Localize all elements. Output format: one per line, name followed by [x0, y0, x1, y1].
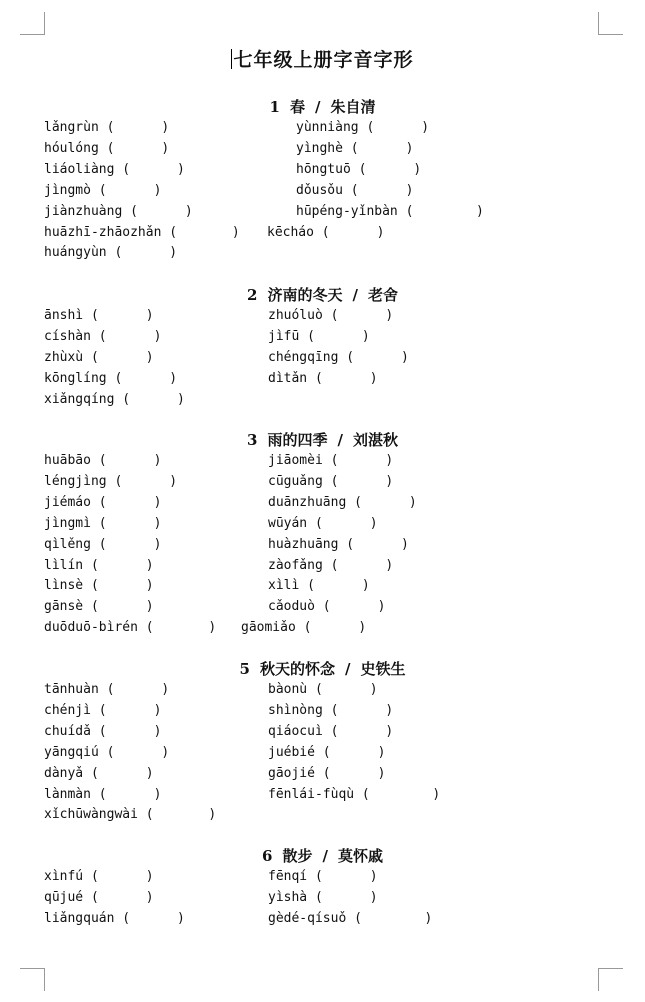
- pinyin-item[interactable]: hóulóng ( ): [44, 140, 170, 156]
- lesson-section: [0, 846, 645, 936]
- pinyin-item[interactable]: kēcháo ( ): [267, 224, 385, 240]
- lesson-name: 春: [289, 98, 305, 116]
- heading-separator: /: [314, 98, 321, 116]
- heading-separator: /: [352, 286, 358, 304]
- pinyin-item[interactable]: qiáocuì ( ): [268, 723, 394, 739]
- heading-separator: /: [322, 847, 328, 865]
- pinyin-item[interactable]: lǎngrùn ( ): [44, 120, 170, 135]
- pinyin-item[interactable]: chéngqīng ( ): [268, 349, 409, 365]
- pinyin-item[interactable]: tānhuàn ( ): [44, 682, 170, 697]
- lesson-section: [0, 430, 645, 645]
- pinyin-item[interactable]: bàonù ( ): [268, 682, 378, 697]
- lesson-author: 刘湛秋: [352, 431, 398, 449]
- pinyin-item[interactable]: lìlín ( ): [44, 557, 154, 573]
- lesson-section: [0, 285, 645, 417]
- pinyin-item[interactable]: jiémáo ( ): [44, 494, 162, 510]
- crop-mark-top-left: [20, 12, 45, 35]
- pinyin-item[interactable]: dìtǎn ( ): [268, 370, 378, 386]
- lesson-number: 6: [262, 847, 273, 865]
- lesson-author: 莫怀戚: [337, 847, 383, 865]
- pinyin-item[interactable]: kōnglíng ( ): [44, 370, 178, 386]
- heading-separator: /: [337, 431, 343, 449]
- crop-mark-top-right: [598, 12, 623, 35]
- lesson-name: 秋天的怀念: [259, 660, 335, 678]
- pinyin-item[interactable]: císhàn ( ): [44, 328, 162, 344]
- pinyin-item[interactable]: yāngqiú ( ): [44, 744, 170, 760]
- lesson-heading: [0, 430, 645, 450]
- pinyin-item[interactable]: liáoliàng ( ): [44, 161, 185, 177]
- pinyin-item[interactable]: yùnniàng ( ): [296, 120, 430, 135]
- pinyin-item[interactable]: xìlì ( ): [268, 578, 370, 594]
- lesson-number: 5: [239, 660, 250, 678]
- pinyin-item[interactable]: xiǎngqíng ( ): [44, 391, 185, 407]
- pinyin-item[interactable]: zhùxù ( ): [44, 349, 154, 365]
- lesson-author: 史铁生: [360, 660, 406, 678]
- crop-mark-bottom-right: [598, 968, 623, 991]
- pinyin-item[interactable]: qūjué ( ): [44, 889, 154, 905]
- pinyin-item[interactable]: xìnfú ( ): [44, 869, 154, 884]
- document-title-text: 七年级上册字音字形: [233, 49, 414, 71]
- pinyin-item[interactable]: gèdé-qísuǒ ( ): [268, 910, 433, 926]
- pinyin-item[interactable]: fēnlái-fùqù ( ): [268, 786, 441, 802]
- lesson-author: 老舍: [367, 286, 398, 304]
- pinyin-item[interactable]: gānsè ( ): [44, 599, 154, 615]
- pinyin-item[interactable]: dànyǎ ( ): [44, 765, 154, 781]
- lesson-number: 2: [247, 286, 258, 304]
- pinyin-item[interactable]: fēnqí ( ): [268, 869, 378, 884]
- crop-mark-bottom-left: [20, 968, 45, 991]
- lesson-name: 雨的四季: [267, 431, 328, 449]
- pinyin-item[interactable]: jìngmò ( ): [44, 182, 162, 198]
- lesson-number: 3: [247, 431, 258, 449]
- pinyin-item[interactable]: lìnsè ( ): [44, 578, 154, 594]
- lesson-heading: [0, 97, 645, 117]
- lesson-heading: [0, 659, 645, 679]
- pinyin-item[interactable]: cǎoduò ( ): [268, 599, 386, 615]
- pinyin-item[interactable]: huángyùn ( ): [44, 245, 178, 261]
- pinyin-item[interactable]: zhuóluò ( ): [268, 308, 394, 323]
- pinyin-item[interactable]: jìngmì ( ): [44, 515, 162, 531]
- pinyin-item[interactable]: yìshà ( ): [268, 889, 378, 905]
- pinyin-item[interactable]: huāzhī-zhāozhǎn ( ): [44, 224, 240, 240]
- pinyin-item[interactable]: qìlěng ( ): [44, 536, 162, 552]
- pinyin-item[interactable]: yìnghè ( ): [296, 140, 414, 156]
- pinyin-item[interactable]: shìnòng ( ): [268, 702, 394, 718]
- pinyin-item[interactable]: duōduō-bìrén ( ): [44, 620, 217, 636]
- pinyin-item[interactable]: chuídǎ ( ): [44, 723, 162, 739]
- lesson-name: 济南的冬天: [267, 286, 343, 304]
- pinyin-item[interactable]: duānzhuāng ( ): [268, 494, 417, 510]
- pinyin-item[interactable]: wūyán ( ): [268, 515, 378, 531]
- pinyin-item[interactable]: xǐchūwàngwài ( ): [44, 807, 217, 823]
- pinyin-item[interactable]: gāomiǎo ( ): [241, 620, 367, 636]
- pinyin-item[interactable]: zàofǎng ( ): [268, 557, 394, 573]
- pinyin-item[interactable]: juébié ( ): [268, 744, 386, 760]
- pinyin-item[interactable]: gāojié ( ): [268, 765, 386, 781]
- pinyin-item[interactable]: hōngtuō ( ): [296, 161, 422, 177]
- lesson-heading: [0, 285, 645, 305]
- pinyin-item[interactable]: liǎngquán ( ): [44, 910, 185, 926]
- heading-separator: /: [344, 660, 351, 678]
- pinyin-item[interactable]: huàzhuāng ( ): [268, 536, 409, 552]
- pinyin-item[interactable]: léngjìng ( ): [44, 473, 178, 489]
- pinyin-item[interactable]: cūguǎng ( ): [268, 473, 394, 489]
- lesson-number: 1: [269, 98, 280, 116]
- lesson-name: 散步: [282, 847, 313, 865]
- document-title[interactable]: [0, 45, 645, 72]
- pinyin-item[interactable]: hūpéng-yǐnbàn ( ): [296, 203, 484, 219]
- pinyin-item[interactable]: huābāo ( ): [44, 453, 162, 468]
- pinyin-item[interactable]: dǒusǒu ( ): [296, 182, 414, 198]
- lesson-section: [0, 659, 645, 832]
- pinyin-item[interactable]: chénjì ( ): [44, 702, 162, 718]
- pinyin-item[interactable]: jiāomèi ( ): [268, 453, 394, 468]
- pinyin-item[interactable]: jiànzhuàng ( ): [44, 203, 193, 219]
- lesson-author: 朱自清: [330, 98, 376, 116]
- pinyin-item[interactable]: lànmàn ( ): [44, 786, 162, 802]
- lesson-section: [0, 97, 645, 270]
- pinyin-item[interactable]: ānshì ( ): [44, 308, 154, 323]
- pinyin-item[interactable]: jìfū ( ): [268, 328, 370, 344]
- lesson-heading: [0, 846, 645, 866]
